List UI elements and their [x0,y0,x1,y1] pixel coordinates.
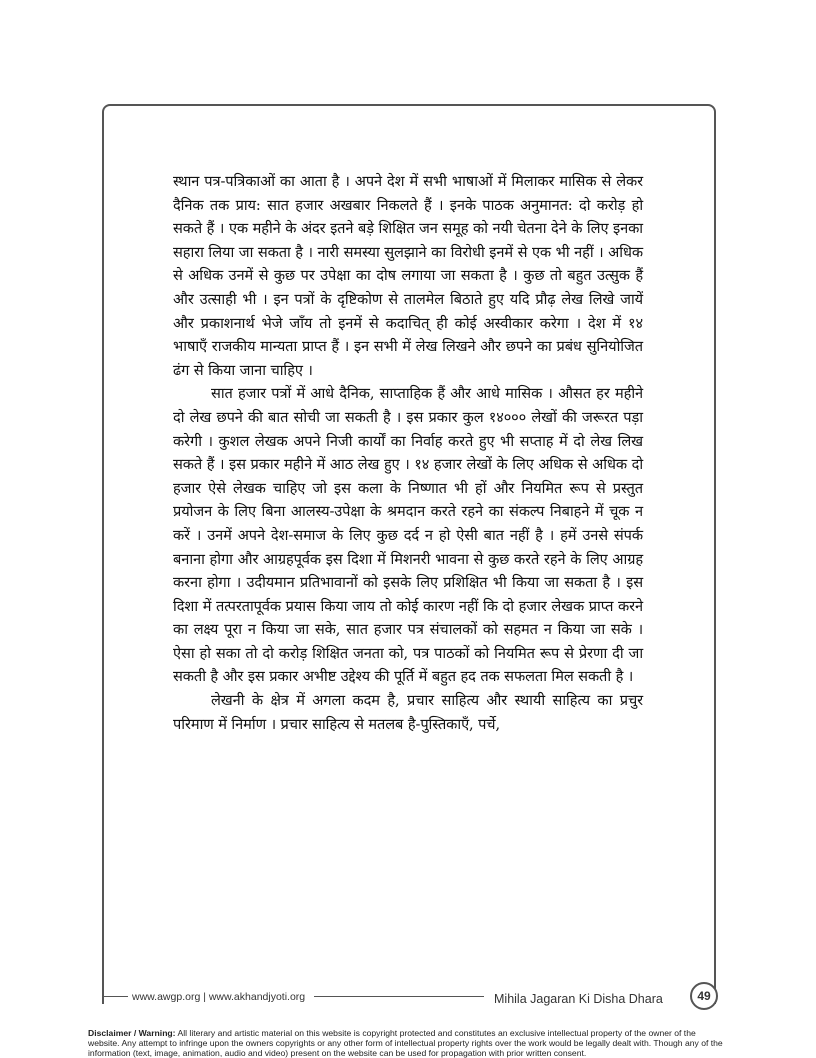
page-number-badge: 49 [690,982,718,1010]
disclaimer-label: Disclaimer / Warning: [88,1028,176,1038]
disclaimer-block [88,1028,728,1058]
disclaimer-text: All literary and artistic material on this website is copyright protected and constitutes an exclusive intellectual property of the owner of the website. Any attempt to infringe upon the owners copyrights or any other form of intellectual property rights over the work would be legally dealt with. Though any of the information (text, image, animation, audio and video) present on the website can be used for propagation with prior written consent. [88,1028,723,1058]
body-paragraph-1: स्थान पत्र-पत्रिकाओं का आता है । अपने देश में सभी भाषाओं में मिलाकर मासिक से लेकर दैनिक तक प्राय: सात हजार अखबार निकलते हैं । इनके पाठक अनुमानत: दो करोड़ हो सकते हैं । एक महीने के अंदर इतने बड़े शिक्षित जन समूह को नयी चेतना देने के लिए इनका सहारा लिया जा सकता है । नारी समस्या सुलझाने का विरोधी इनमें से एक भी नहीं । अधिक से अधिक उनमें से कुछ पर उपेक्षा का दोष लगाया जा सकता है । कुछ तो बहुत उत्सुक हैं और उत्साही भी । इन पत्रों के दृष्टिकोण से तालमेल बिठाते हुए यदि प्रौढ़ लेख लिखे जायें और प्रकाशनार्थ भेजे जाँय तो इनमें से कदाचित् ही कोई अस्वीकार करेगा । देश में १४ भाषाएँ राजकीय मान्यता प्राप्त हैं । इन सभी में लेख लिखने और छपने का प्रबंध सुनियोजित ढंग से किया जाना चाहिए । [173,173,643,379]
footer-book-title: Mihila Jagaran Ki Disha Dhara [494,992,663,1006]
body-paragraph-3: लेखनी के क्षेत्र में अगला कदम है, प्रचार साहित्य और स्थायी साहित्य का प्रचुर परिमाण में निर्माण । प्रचार साहित्य से मतलब है-पुस्तिकाएँ, पर्चे, [173,692,643,733]
page-footer [102,982,718,1012]
footer-rule-left [102,996,128,997]
footer-rule-middle [314,996,484,997]
page-body-text [173,170,643,736]
body-paragraph-2: सात हजार पत्रों में आधे दैनिक, साप्ताहिक हैं और आधे मासिक । औसत हर महीने दो लेख छपने की बात सोची जा सकती है । इस प्रकार कुल १४००० लेखों की जरूरत पड़ा करेगी । कुशल लेखक अपने निजी कार्यों का निर्वाह करते हुए भी सप्ताह में दो लेख लिख सकते हैं । इस प्रकार महीने में आठ लेख हुए । १४ हजार लेखों के लिए अधिक से अधिक दो हजार ऐसे लेखक चाहिए जो इस कला के निष्णात भी हों और नियमित रूप से प्रस्तुत प्रयोजन के लिए बिना आलस्य-उपेक्षा के श्रमदान करते रहने का संकल्प निबाहने में चूक न करें । उनमें अपने देश-समाज के लिए कुछ दर्द न हो ऐसी बात नहीं है । हमें उनसे संपर्क बनाना होगा और आग्रहपूर्वक इस दिशा में मिशनरी भावना से कुछ करते रहने के लिए आग्रह करना होगा । उदीयमान प्रतिभावानों को इसके लिए प्रशिक्षित भी किया जा सकता है । इस दिशा में तत्परतापूर्वक प्रयास किया जाय तो कोई कारण नहीं कि दो हजार लेखक प्राप्त करने का लक्ष्य पूरा न किया जा सके, सात हजार पत्र संचालकों को सहमत न किया जा सके । ऐसा हो सका तो दो करोड़ शिक्षित जनता को, पत्र पाठकों को नियमित रूप से प्रेरणा दी जा सकती है और इस प्रकार अभीष्ट उद्देश्य की पूर्ति में बहुत हद तक सफलता मिल सकती है । [173,385,643,686]
footer-site-links[interactable]: www.awgp.org | www.akhandjyoti.org [132,991,306,1003]
